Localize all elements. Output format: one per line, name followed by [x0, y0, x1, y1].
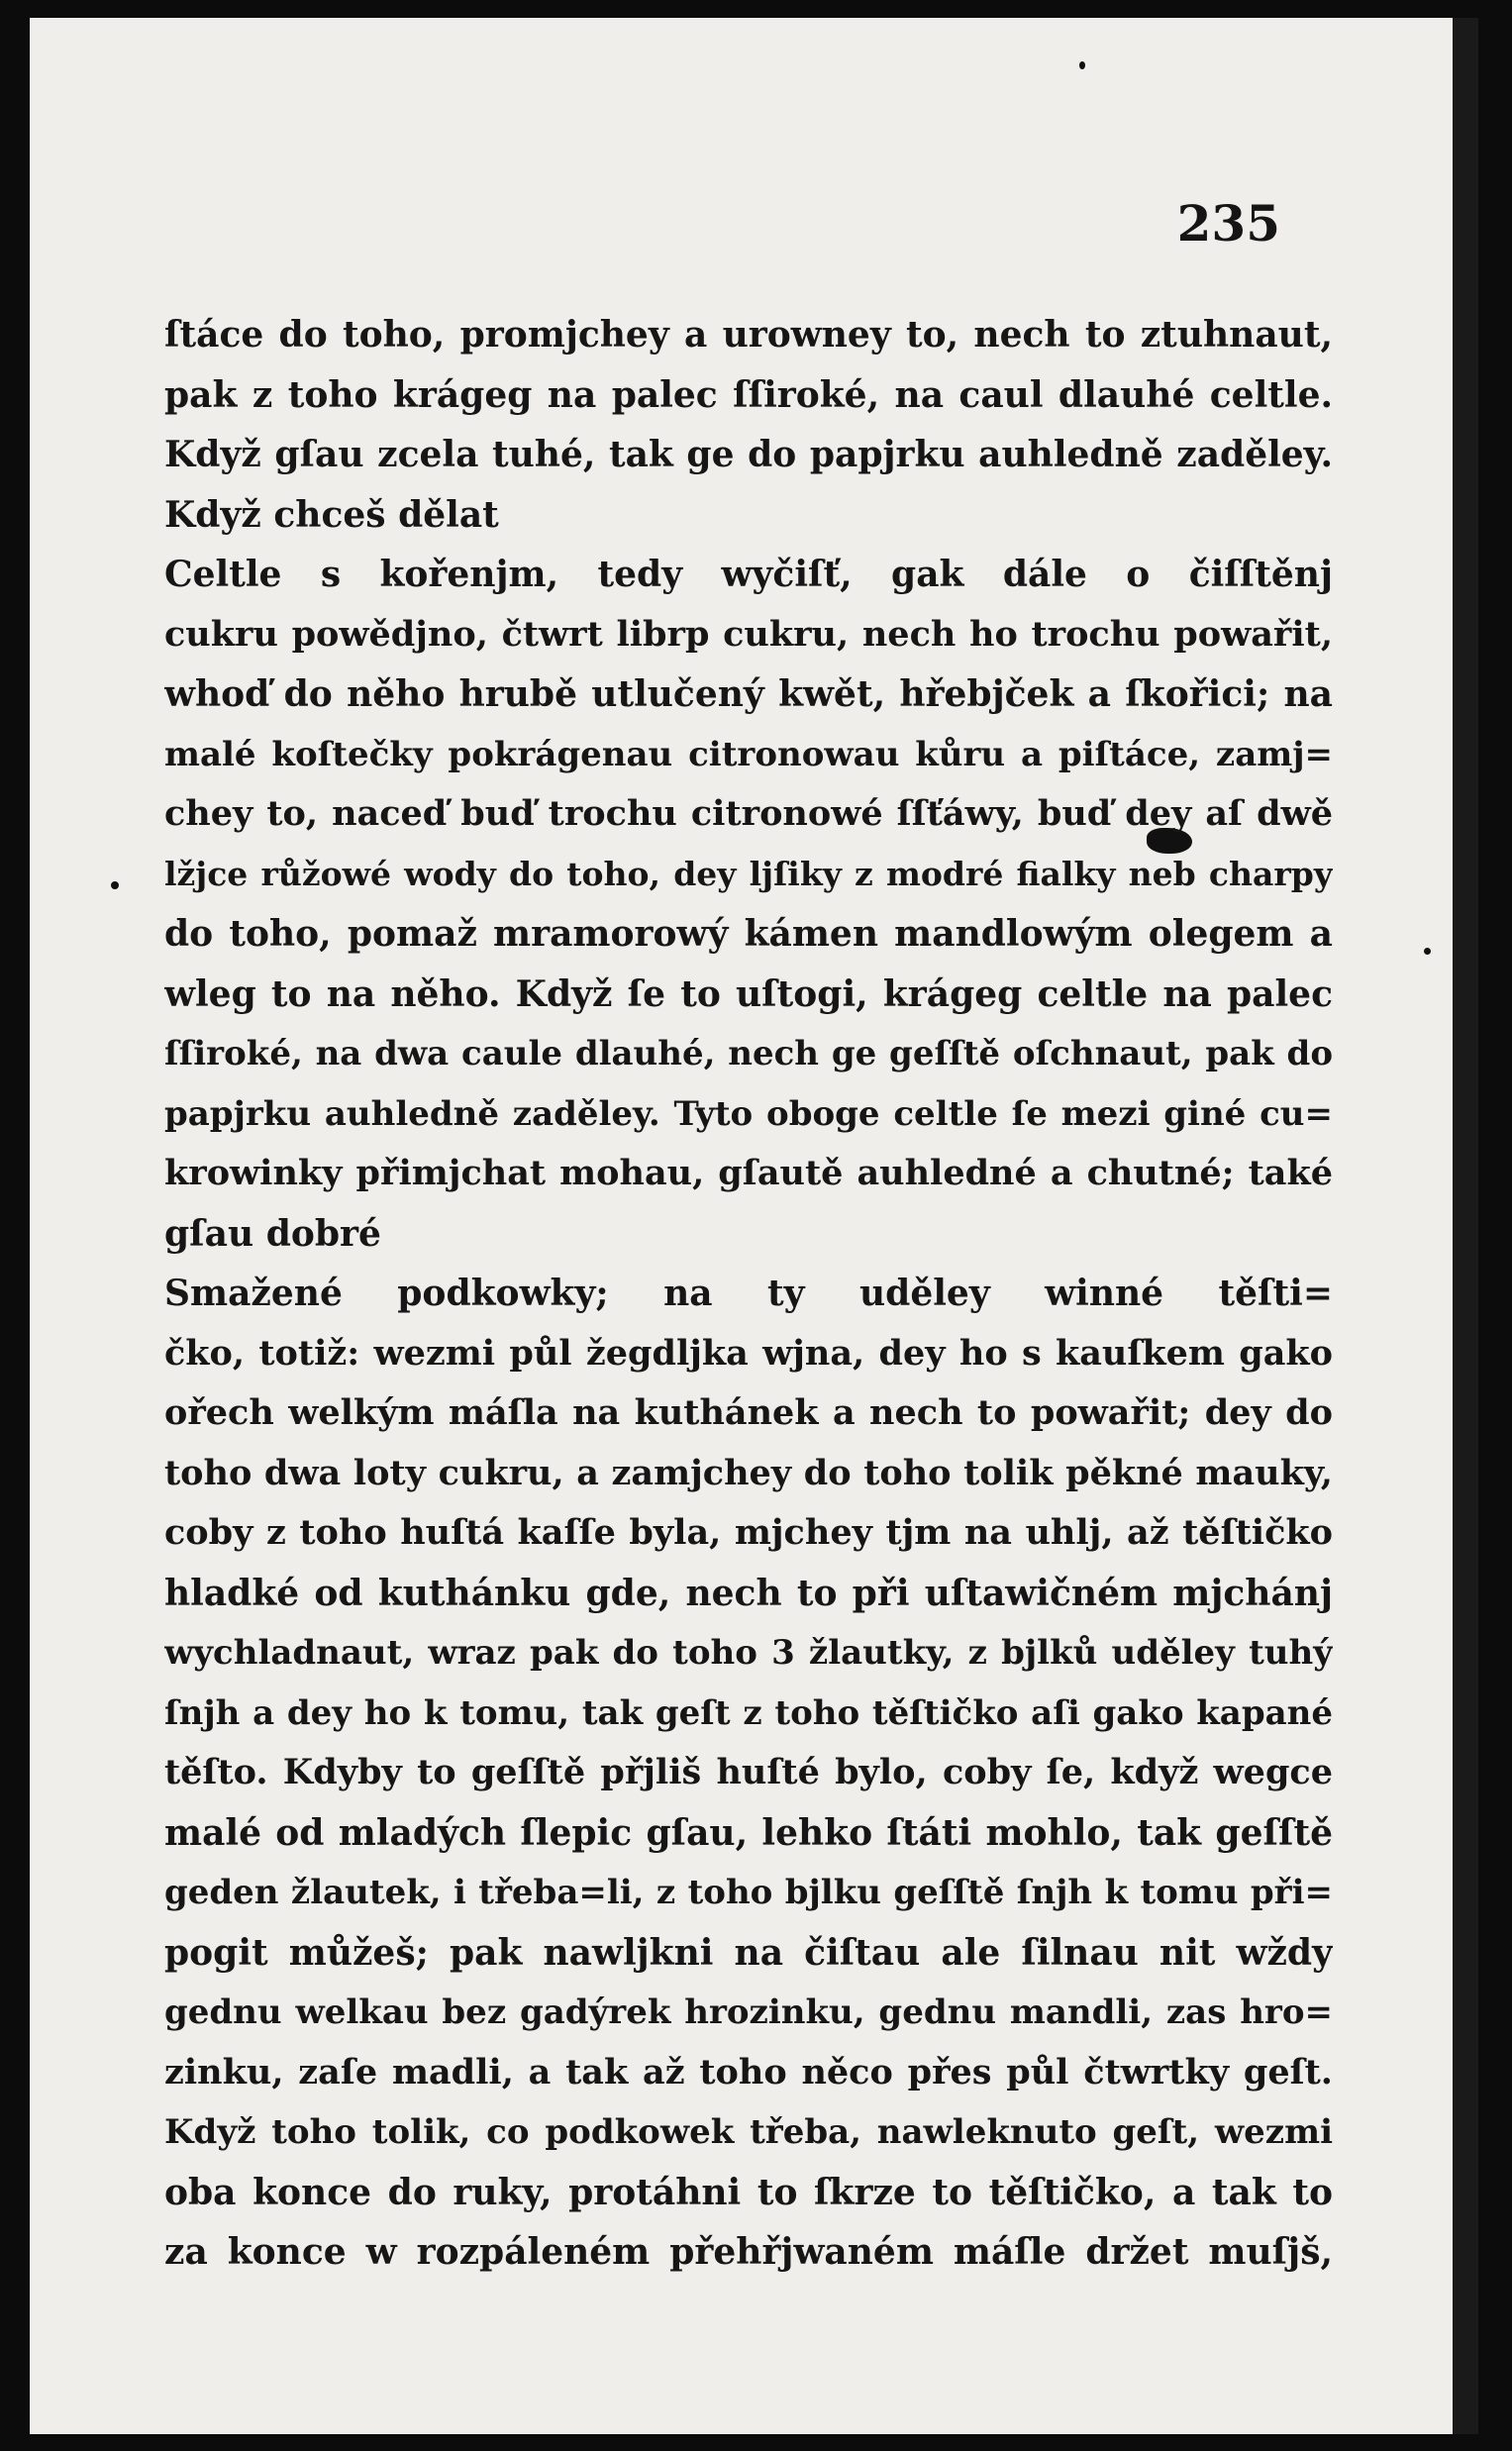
text-line: ſtáce do toho, promjchey a urowney to, nech to ztuhnaut, — [164, 314, 1333, 356]
text-line: do toho, pomaž mramorowý kámen mandlowým olegem a — [164, 913, 1333, 955]
text-line: wychladnaut, wraz pak do toho 3 žlautky, z bjlků uděley tuhý — [164, 1633, 1333, 1673]
text-line: ořech welkým máſla na kuthánek a nech to powařit; dey do — [164, 1392, 1333, 1433]
text-line: pogit můžeš; pak nawljkni na čiſtau ale ſilnau nit wždy — [164, 1931, 1333, 1974]
text-line: Když toho tolik, co podkowek třeba, nawleknuto geſt, wezmi — [164, 2112, 1333, 2152]
text-line: zinku, zaſe madli, a tak až toho něco přes půl čtwrtky geſt. — [164, 2051, 1333, 2093]
text-line: krowinky přimjchat mohau, gſautě auhledné a chutné; také — [164, 1153, 1333, 1193]
text-line: čko, totiž: wezmi půl žegdljka wjna, dey ho s kauſkem gako — [164, 1332, 1333, 1374]
text-line: Když chceš dělat — [164, 493, 499, 536]
text-line: ſnjh a dey ho k tomu, tak geſt z toho těſtičko aſi gako kapané — [164, 1692, 1333, 1733]
text-line: geden žlautek, i třeba=li, z toho bjlku geſſtě ſnjh k tomu při= — [164, 1873, 1333, 1912]
text-line: gſau dobré — [164, 1212, 381, 1255]
page-edge-shadow — [1453, 18, 1478, 2434]
text-line: ſſiroké, na dwa caule dlauhé, nech ge geſſtě oſchnaut, pak do — [164, 1034, 1333, 1073]
text-line: toho dwa loty cukru, a zamjchey do toho tolik pěkné mauky, — [164, 1452, 1333, 1493]
book-page — [30, 18, 1478, 2434]
body-text — [164, 305, 1333, 2283]
section-heading-line: Celtle s kořenjm, tedy wyčiſť, gak dále o čiſſtěnj — [164, 554, 1333, 595]
ink-speck — [1424, 948, 1431, 955]
section-heading-line: Smažené podkowky; na ty uděley winné těſti= — [164, 1273, 1333, 1314]
text-line: malé od mladých ſlepic gſau, lehko ſtáti mohlo, tak geſſtě — [164, 1811, 1333, 1854]
text-line: coby z toho huſtá kaſſe byla, mjchey tjm na uhlj, až těſtičko — [164, 1512, 1333, 1553]
text-line: lžjce růžowé wody do toho, dey ljſiky z modré fialky neb charpy — [164, 854, 1333, 893]
text-line: Když gſau zcela tuhé, tak ge do papjrku auhledně zaděley. — [164, 434, 1333, 475]
text-line: hladké od kuthánku gde, nech to při uſtawičném mjchánj — [164, 1572, 1333, 1614]
text-line: papjrku auhledně zaděley. Tyto oboge celtle ſe mezi giné cu= — [164, 1093, 1333, 1134]
text-line: za konce w rozpáleném přehřjwaném máſle držet muſjš, — [164, 2231, 1333, 2273]
text-line: whoď do něho hrubě utlučený kwět, hřebjček a ſkořici; na — [164, 673, 1333, 715]
ink-speck — [111, 881, 119, 889]
page-number: 235 — [1176, 194, 1280, 253]
text-line: pak z toho krágeg na palec ſſiroké, na caul dlauhé celtle. — [164, 373, 1333, 416]
text-line: wleg to na něho. Když ſe to uſtogi, krágeg celtle na palec — [164, 972, 1333, 1015]
text-line: gednu welkau bez gadýrek hrozinku, gednu mandli, zas hro= — [164, 1992, 1333, 2032]
text-line: malé koſtečky pokrágenau citronowau kůru a piſtáce, zamj= — [164, 734, 1333, 774]
text-line: cukru powědjno, čtwrt librp cukru, nech ho trochu powařit, — [164, 613, 1333, 655]
ink-speck — [1079, 61, 1085, 69]
text-line: oba konce do ruky, protáhni to ſkrze to těſtičko, a tak to — [164, 2171, 1333, 2213]
text-line: těſto. Kdyby to geſſtě přjliš huſté bylo, coby ſe, když wegce — [164, 1752, 1333, 1792]
text-line: chey to, naceď buď trochu citronowé ſſťáwy, buď dey aſ dwě — [164, 793, 1333, 834]
